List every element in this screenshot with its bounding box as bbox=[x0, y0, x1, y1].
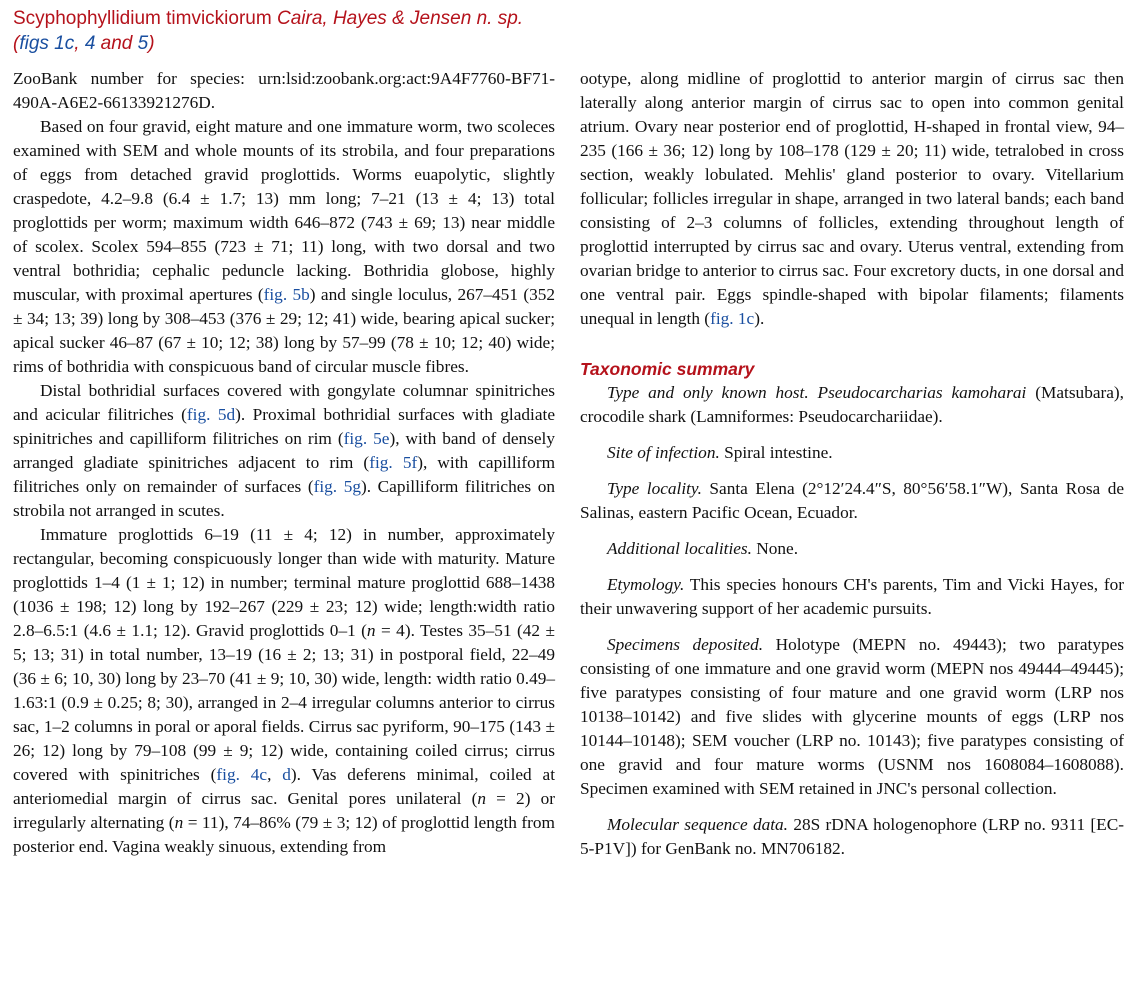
text-run: Immature proglottids 6–19 (11 ± 4; 12) in number, approximately rectangular, becoming conspicuously longer than wide with maturity. Mature proglottids 1–4 (1 ± 1; 12) in number; terminal mature proglottid 688–1438 (1036 ± 198; 12) long by 192–267 (229 ± 23; 12) wide; length:width ratio 2.8–6.5:1 (4.6 ± 1.1; 12). Gravid proglottids 0–1 ( bbox=[13, 525, 555, 640]
text-run: ). Proximal bothridial surfaces with gladiate spinitriches and capilliform filitriches on rim ( bbox=[13, 405, 555, 448]
taxonomic-summary-heading: Taxonomic summary bbox=[580, 359, 755, 379]
entry-label: Specimens deposited. bbox=[607, 635, 764, 654]
text-run: This species honours CH's parents, Tim and Vicki Hayes, for their unwavering support of her academic pursuits. bbox=[580, 575, 1124, 618]
entry-label: Additional localities. bbox=[607, 539, 752, 558]
text-run: ). Vas deferens minimal, coiled at anteriomedial margin of cirrus sac. Genital pores unilateral ( bbox=[13, 765, 555, 808]
text-run: ). Capilliform filitriches on strobila not arranged in scutes. bbox=[13, 477, 555, 520]
type-locality-entry bbox=[580, 477, 1124, 525]
text-run: Santa Elena (2°12′24.4″S, 80°56′58.1″W), Santa Rosa de Salinas, eastern Pacific Ocean, Ecuador. bbox=[580, 479, 1124, 522]
fig-5b-link[interactable]: fig. 5b bbox=[263, 285, 310, 304]
italic-n: n bbox=[174, 813, 184, 832]
fig-5f-link[interactable]: fig. 5f bbox=[369, 453, 418, 472]
entry-label: Molecular sequence data. bbox=[607, 815, 789, 834]
fig-4c-link[interactable]: fig. 4c bbox=[216, 765, 268, 784]
article-title-block bbox=[13, 6, 573, 56]
species-title bbox=[13, 6, 573, 31]
fig-4d-link[interactable]: d bbox=[282, 765, 291, 784]
text-run: ), with capilliform filitriches only on remainder of surfaces ( bbox=[13, 453, 556, 496]
paren-close: ) bbox=[148, 33, 155, 54]
text-run: ). bbox=[754, 309, 765, 328]
text-run: , bbox=[267, 765, 283, 784]
entry-label: Site of infection. bbox=[607, 443, 720, 462]
text-run: ootype, along midline of proglottid to anterior margin of cirrus sac then laterally along anterior margin of cirrus sac to open into common genital atrium. Ovary near posterior end of proglottid, H-shaped in frontal view, 94–235 (166 ± 36; 12) long by 108–178 (129 ± 20; 11) wide, tetralobed in cross section, weakly lobulated. Mehlis' gland posterior to ovary. Vitellarium follicular; follicles irregular in shape, arranged in two lateral bands; each band consisting of 2–3 columns of follicles, extending throughout length of proglottid interrupted by cirrus sac and ovary. Uterus ventral, extending from ovarian bridge to anterior to cirrus sac. Four excretory ducts, in one dorsal and one ventral pair. Eggs spindle-shaped with bipolar filaments; filaments unequal in length ( bbox=[580, 69, 1124, 328]
italic-n: n bbox=[477, 789, 486, 808]
additional-localities-entry bbox=[580, 537, 1124, 561]
text-run: = 4). Testes 35–51 (42 ± 5; 13; 31) in total number, 13–19 (16 ± 2; 13; 31) in postporal field, 22–49 (36 ± 6; 10, 30) long by 23–70 (41 ± 9; 10, 30) wide, length: width ratio 0.49–1.63:1 (0.9 ± 0.25; 8; 30), arranged in 2–4 irregular columns anterior to cirrus sac, 1–2 columns in poral or aporal fields. Cirrus sac pyriform, 90–175 (143 ± 26; 12) long by 79–108 (99 ± 9; 12) wide, containing coiled cirrus; cirrus covered with spinitriches ( bbox=[13, 621, 555, 784]
description-continuation bbox=[580, 67, 1124, 331]
text-run: = 2) or irregularly alternating ( bbox=[13, 789, 555, 832]
description-paragraph-3 bbox=[13, 523, 555, 859]
left-column bbox=[13, 67, 555, 859]
description-paragraph-2 bbox=[13, 379, 555, 523]
text-run: Spiral intestine. bbox=[719, 443, 833, 462]
text-run: Holotype (MEPN no. 49443); two paratypes consisting of one immature and one gravid worm (MEPN nos 49444–49445); five paratypes consisting of four mature and one gravid worm (LRP nos 10138–10142) and five slides with glycerine mounts of eggs (LRP nos 10144–10148); SEM voucher (LRP no. 10143); five paratypes consisting of one gravid and four mature worms (USNM nos 1608084–1608088). Specimen examined with SEM retained in JNC's personal collection. bbox=[580, 635, 1124, 798]
separator: , bbox=[74, 33, 85, 54]
fig-1c-link[interactable]: figs 1c bbox=[19, 33, 75, 54]
text-run: ), with band of densely arranged gladiate spinitriches adjacent to rim ( bbox=[13, 429, 555, 472]
species-name: Scyphophyllidium timvickiorum bbox=[13, 8, 272, 29]
text-run: (Matsubara), crocodile shark (Lamniformes: Pseudocarchariidae). bbox=[580, 383, 1124, 426]
entry-label: Type and only known host. bbox=[607, 383, 809, 402]
species-authors: Caira, Hayes & Jensen n. sp. bbox=[276, 8, 524, 29]
fig-1c-link-body[interactable]: fig. 1c bbox=[710, 309, 755, 328]
entry-label: Type locality. bbox=[607, 479, 702, 498]
host-entry bbox=[580, 381, 1124, 429]
figure-references bbox=[13, 31, 573, 56]
fig-5d-link[interactable]: fig. 5d bbox=[186, 405, 236, 424]
right-column bbox=[580, 67, 1124, 873]
and-text: and bbox=[95, 33, 138, 54]
molecular-entry bbox=[580, 813, 1124, 861]
text-run: 28S rDNA hologenophore (LRP no. 9311 [EC-5-P1V]) for GenBank no. MN706182. bbox=[580, 815, 1124, 858]
text-run: None. bbox=[751, 539, 799, 558]
site-entry bbox=[580, 441, 1124, 465]
fig-5-link[interactable]: 5 bbox=[137, 33, 149, 54]
text-run: Distal bothridial surfaces covered with gongylate columnar spinitriches and acicular filitriches ( bbox=[13, 381, 555, 424]
host-species: Pseudocarcharias kamoharai bbox=[817, 383, 1027, 402]
fig-5e-link[interactable]: fig. 5e bbox=[343, 429, 390, 448]
text-run: = 11), 74–86% (79 ± 3; 12) of proglottid length from posterior end. Vagina weakly sinuous, extending from bbox=[13, 813, 555, 856]
description-paragraph-1 bbox=[13, 115, 555, 379]
text-run: ) and single loculus, 267–451 (352 ± 34; 13; 39) long by 308–453 (376 ± 29; 12; 41) wide, bearing apical sucker; apical sucker 46–87 (67 ± 10; 12; 38) long by 57–99 (78 ± 10; 12; 40) wide; rims of bothridia with conspicuous band of circular muscle fibres. bbox=[13, 285, 555, 376]
fig-5g-link[interactable]: fig. 5g bbox=[313, 477, 361, 496]
fig-4-link[interactable]: 4 bbox=[84, 33, 96, 54]
text-run: Based on four gravid, eight mature and one immature worm, two scoleces examined with SEM and whole mounts of its strobila, and four preparations of eggs from detached gravid proglottids. Worms euapolytic, slightly craspedote, 4.2–9.8 (6.4 ± 1.7; 13) mm long; 7–21 (13 ± 4; 13) total proglottids per worm; maximum width 646–872 (743 ± 69; 13) near middle of scolex. Scolex 594–855 (723 ± 71; 11) long, with two dorsal and two ventral bothridia; cephalic peduncle lacking. Bothridia globose, highly muscular, with proximal apertures ( bbox=[13, 117, 555, 304]
paren-open: ( bbox=[13, 33, 20, 54]
specimens-entry bbox=[580, 633, 1124, 801]
etymology-entry bbox=[580, 573, 1124, 621]
zoobank-paragraph: ZooBank number for species: urn:lsid:zoobank.org:act:9A4F7760-BF71-490A-A6E2-66133921276D. bbox=[13, 69, 555, 112]
italic-n: n bbox=[366, 621, 376, 640]
entry-label: Etymology. bbox=[607, 575, 685, 594]
